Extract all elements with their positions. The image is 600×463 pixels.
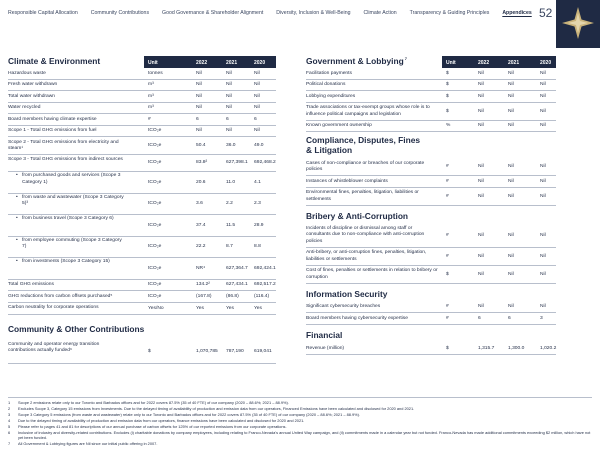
row-value-2020: Nil	[540, 164, 546, 169]
row-value-2020: 692,517.2	[254, 282, 276, 288]
row-value-2022: Nil	[478, 82, 484, 88]
row-value-2020: Nil	[540, 232, 546, 238]
row-value-2022: 83.8²	[196, 160, 208, 166]
table-row	[8, 280, 276, 292]
row-value-2022: Yes	[196, 305, 204, 311]
row-label: Community and operator energy transition contributions actually funded⁶	[8, 342, 100, 354]
row-label: Significant cybersecurity breaches	[306, 304, 381, 310]
row-unit: #	[446, 253, 449, 259]
row-label: Scope 2 - Total GHG emissions from electricity and steam¹	[8, 139, 119, 151]
table-row	[8, 215, 276, 237]
row-label: Scope 1 - Total GHG emissions from fuel	[8, 128, 97, 134]
table-row	[306, 248, 556, 266]
row-value-2021: 8.7	[226, 244, 233, 250]
row-value-2021: Nil	[508, 178, 514, 184]
section-title-text: Climate & Environment	[8, 56, 101, 66]
row-value-2020: Nil	[540, 193, 546, 199]
footnote-text: Scope 2 emissions relate only to our Toronto and Barbados offices and for 2022 covers 87.5% (35 of 40 FTE) of our company (2020 – 88.6%; 2021 – 88.9%).	[18, 400, 289, 405]
row-label: Board members having cybersecurity expertise	[306, 315, 408, 321]
row-label: Instances of whistleblower complaints	[306, 178, 388, 184]
star-logo-icon	[561, 6, 595, 40]
row-label: Facilitation payments	[306, 70, 352, 76]
footnote-number: 7	[8, 441, 11, 447]
page-number: 52	[539, 6, 553, 20]
row-value-2021: Nil	[226, 128, 232, 134]
header-2020: 2020	[540, 59, 552, 66]
row-unit: m³	[148, 82, 154, 88]
footnote-ref: 7	[404, 56, 407, 62]
row-value-2021: 627,398.1	[226, 160, 248, 166]
row-value-2022: 134.2²	[196, 282, 210, 288]
footnote-text: Inclusive of industry and diversity-related contributions. Excludes (i) charitable donations by company employees, including relating to Franco-Nevada's annual United Way campaign, and (ii) commitments made in a calendar year but not funded. Franco-Nevada has made additional commitments exceeding $2 million, which have not yet been funded.	[18, 429, 591, 441]
footnote-text: Please refer to pages 41 and 81 for descriptions of our annual purchase of carbon offsets for 125% of our reported emissions from our corporate operations.	[18, 423, 287, 429]
table-row	[8, 137, 276, 155]
header-2021: 2021	[508, 59, 520, 66]
footnote-number: 1	[8, 400, 11, 405]
row-value-2022: Nil	[196, 128, 202, 134]
row-label: Fresh water withdrawn	[8, 82, 58, 88]
row-unit: $	[148, 348, 151, 354]
row-value-2020: 49.0	[254, 142, 264, 148]
header-2021: 2021	[226, 59, 238, 66]
row-value-2021: Nil	[508, 164, 514, 169]
row-value-2022: 50.4	[196, 142, 206, 148]
table-row	[306, 121, 556, 133]
table-row	[8, 172, 276, 194]
row-value-2021: 2.2	[226, 201, 233, 207]
row-value-2022: 1,070,785	[196, 348, 218, 354]
row-value-2022: Nil	[478, 70, 484, 76]
row-value-2022: Nil	[478, 232, 484, 238]
row-unit: Yes/No	[148, 305, 164, 311]
row-value-2021: Nil	[226, 70, 232, 76]
row-value-2020: Nil	[254, 105, 260, 111]
row-unit: #	[446, 232, 449, 238]
row-value-2021: Nil	[508, 253, 514, 259]
row-value-2022: Nil	[196, 82, 202, 88]
logo-corner	[556, 0, 600, 48]
row-value-2022: 37.4	[196, 222, 206, 228]
row-value-2020: 619,041	[254, 348, 272, 354]
table-row	[306, 344, 556, 356]
table-row	[8, 303, 276, 315]
footnote-number: 2	[8, 405, 11, 411]
row-value-2022: 3.6	[196, 201, 203, 207]
table-row	[306, 68, 556, 80]
row-value-2020: 6	[254, 116, 257, 122]
row-value-2020: 4.1	[254, 179, 261, 185]
row-value-2022: Nil	[478, 304, 484, 310]
row-value-2020: Yes	[254, 305, 262, 311]
row-unit: tCO₂e	[148, 179, 162, 185]
row-value-2020: Nil	[540, 123, 546, 129]
row-label: Scope 3 - Total GHG emissions from indirect sources	[8, 157, 123, 163]
row-unit: tCO₂e	[148, 265, 162, 271]
table-row	[306, 80, 556, 92]
row-label: Carbon neutrality for corporate operations	[8, 305, 99, 311]
row-value-2021: 11.0	[226, 179, 236, 185]
table-row	[8, 91, 276, 103]
row-label: Anti-bribery, or anti-corruption fines, penalties, litigation, liabilities or settlements	[306, 250, 427, 262]
row-value-2021: (86.8)	[226, 293, 239, 299]
nav-item-appendices[interactable]: Appendices	[502, 10, 532, 16]
row-value-2020: Nil	[540, 70, 546, 76]
footnote	[8, 441, 592, 447]
row-unit: tCO₂e	[148, 244, 162, 250]
row-unit: #	[148, 116, 151, 122]
row-unit: $	[446, 271, 449, 277]
row-label: Hazardous waste	[8, 70, 46, 76]
top-navigation	[0, 0, 600, 26]
row-value-2020: Nil	[540, 178, 546, 184]
row-unit: $	[446, 93, 449, 99]
table-row	[8, 68, 276, 80]
row-value-2021: 787,190	[226, 348, 244, 354]
footnote-text: Scope 3 Category 5 emissions (from waste and wastewater) relate only to our Toronto and Barbados offices and for 2022 covers 87.5% (35 of 40 FTE) of our company (2020 – 88.6%; 2021 – 88.9%).	[18, 411, 360, 417]
row-value-2022: 6	[196, 116, 199, 122]
row-value-2022: Nil	[478, 123, 484, 129]
row-value-2020: Nil	[254, 93, 260, 99]
row-value-2020: 8.8	[254, 244, 261, 250]
row-value-2021: Nil	[508, 123, 514, 129]
table-row	[306, 224, 556, 248]
row-value-2022: Nil	[478, 108, 484, 114]
row-value-2020: 692,468.2	[254, 160, 276, 166]
section-title-financial: Financial	[306, 329, 343, 340]
row-value-2022: Nil	[196, 105, 202, 111]
row-value-2021: Nil	[508, 271, 514, 277]
row-label: Incidents of discipline or dismissal among staff or consultants due to non-compliance with anti-corruption policies	[306, 226, 425, 244]
row-value-2020: Nil	[540, 271, 546, 277]
section-title	[306, 57, 407, 67]
row-value-2021: Nil	[226, 82, 232, 88]
row-value-2020: Nil	[254, 70, 260, 76]
table-row	[8, 194, 276, 216]
row-label: Water recycled	[8, 105, 41, 111]
row-value-2021: 6	[508, 315, 511, 321]
row-label: Political donations	[306, 82, 346, 88]
footnote	[8, 430, 592, 442]
header-2020: 2020	[254, 59, 266, 66]
section-title	[8, 57, 100, 67]
row-value-2021: Nil	[226, 93, 232, 99]
row-value-2020: Nil	[254, 128, 260, 134]
table-row	[8, 103, 276, 115]
row-label: Total GHG emissions	[8, 282, 54, 288]
row-value-2021: Nil	[508, 108, 514, 114]
row-unit: tCO₂e	[148, 142, 162, 148]
row-unit: m³	[148, 93, 154, 99]
header-2022: 2022	[478, 59, 490, 66]
nav-item-climate[interactable]: Climate Action	[363, 10, 397, 16]
table-row	[8, 340, 276, 364]
row-label: Environmental fines, penalties, litigation, liabilities or settlements	[306, 190, 419, 202]
row-label: Lobbying expenditures	[306, 93, 356, 99]
row-unit: #	[446, 178, 449, 184]
row-value-2022: 20.6	[196, 179, 206, 185]
section-title-text: Government & Lobbying	[306, 56, 404, 66]
row-value-2022: Nil	[478, 253, 484, 259]
table-header	[442, 56, 556, 68]
row-label: Cases of non-compliance or breaches of our corporate policies	[306, 160, 425, 172]
nav-item-capital[interactable]: Responsible Capital Allocation	[8, 10, 78, 16]
row-label: • from investments (Scope 3 Category 15)	[14, 259, 126, 265]
row-unit: $	[446, 346, 449, 352]
row-unit: tCO₂e	[148, 160, 162, 166]
section-title-compliance	[306, 136, 420, 155]
footnote-number: 5	[8, 423, 11, 429]
row-value-2022: Nil	[196, 93, 202, 99]
table-row	[8, 258, 276, 280]
nav-items	[8, 10, 545, 16]
row-unit: tCO₂e	[148, 222, 162, 228]
row-value-2021: 11.5	[226, 222, 236, 228]
row-value-2022: 1,315.7	[478, 346, 495, 352]
footnote-text: Excludes Scope 3, Category 15 emissions from Investments. Due to the delayed timing of availability of production and emission data from our operators, Financed Emissions have been calculated and disclosed for 2020 and 2021.	[18, 405, 415, 411]
row-value-2022: Nil	[478, 193, 484, 199]
row-label: Known government ownership	[306, 123, 372, 129]
row-value-2020: Nil	[540, 82, 546, 88]
row-value-2021: Nil	[508, 70, 514, 76]
row-label: • from employee commuting (Scope 3 Category 7)	[14, 238, 126, 250]
table-row	[306, 158, 556, 176]
row-value-2020: Nil	[540, 304, 546, 310]
row-value-2020: Nil	[540, 253, 546, 259]
header-2022: 2022	[196, 59, 208, 66]
row-value-2021: 36.0	[226, 142, 236, 148]
table-row	[8, 114, 276, 126]
row-value-2020: 1,020.2	[540, 346, 557, 352]
table-row	[306, 91, 556, 103]
nav-item-diversity[interactable]: Diversity, Inclusion & Well-Being	[276, 10, 351, 16]
row-value-2020: 692,424.1	[254, 265, 276, 271]
row-label: GHG reductions from carbon offsets purchased⁵	[8, 293, 113, 299]
section-title-community: Community & Other Contributions	[8, 323, 145, 334]
row-label: Cost of fines, penalties or settlements in relation to bribery or corruption	[306, 268, 438, 280]
table-row	[8, 291, 276, 303]
row-value-2022: 6	[478, 315, 481, 321]
row-value-2022: 22.2	[196, 244, 206, 250]
row-unit: %	[446, 123, 451, 129]
section-title-security: Information Security	[306, 288, 388, 299]
row-label: Revenue (million)	[306, 346, 345, 352]
row-value-2021: Yes	[226, 305, 234, 311]
row-label: Trade associations or tax-exempt groups whose role is to influence political campaigns and legislation	[306, 105, 430, 117]
footnote-text: Due to the delayed timing of availability of production and emission data from our operators, finance emissions have been calculated and disclosed for 2020 and 2021.	[18, 417, 305, 423]
row-unit: $	[446, 108, 449, 114]
row-label: • from purchased goods and services (Scope 3 Category 1)	[14, 173, 126, 185]
table-row	[8, 155, 276, 173]
section-title-line2: & Litigation	[306, 144, 353, 155]
row-value-2021: 627,364.7	[226, 265, 248, 271]
row-label: Total water withdrawn	[8, 93, 56, 99]
row-value-2020: Nil	[540, 108, 546, 114]
row-value-2022: Nil	[478, 271, 484, 277]
row-value-2021: Nil	[226, 105, 232, 111]
table-row	[306, 266, 556, 284]
table-row	[306, 188, 556, 206]
nav-item-governance[interactable]: Good Governance & Shareholder Alignment	[162, 10, 264, 16]
row-unit: $	[446, 82, 449, 88]
row-unit: m³	[148, 105, 154, 111]
table-header	[144, 56, 276, 68]
footnotes	[8, 397, 592, 447]
row-value-2020: 2.3	[254, 201, 261, 207]
footnote-number: 4	[8, 417, 11, 423]
row-value-2022: Nil	[478, 164, 484, 169]
row-unit: #	[446, 164, 449, 169]
row-unit: #	[446, 315, 449, 321]
row-unit: #	[446, 304, 449, 310]
row-value-2022: NR⁴	[196, 265, 206, 271]
row-value-2021: Nil	[508, 82, 514, 88]
table-row	[8, 126, 276, 138]
row-value-2021: Nil	[508, 232, 514, 238]
row-value-2020: (116.4)	[254, 293, 270, 299]
table-row	[8, 237, 276, 259]
row-value-2020: Nil	[540, 93, 546, 99]
table-row	[306, 302, 556, 314]
row-value-2022: (167.8)	[196, 293, 212, 299]
footnote-text: All Government & Lobbying figures are Nil since our initial public offering in 2007.	[18, 441, 158, 447]
row-unit: tCO₂e	[148, 282, 162, 288]
row-unit: tCO₂e	[148, 128, 162, 134]
row-value-2021: Nil	[508, 93, 514, 99]
row-label: • from waste and wastewater (Scope 3 Category 5)³	[14, 195, 126, 207]
row-value-2022: Nil	[196, 70, 202, 76]
row-value-2020: 28.9	[254, 222, 264, 228]
nav-item-community[interactable]: Community Contributions	[90, 10, 150, 16]
footnote-number: 3	[8, 411, 11, 417]
row-label: • from business travel (Scope 3 Category 6)	[14, 216, 126, 222]
row-unit: $	[446, 70, 449, 76]
section-title-line1: Compliance, Disputes, Fines	[306, 135, 421, 145]
table-row	[8, 80, 276, 92]
row-unit: tonnes	[148, 70, 163, 76]
table-row	[306, 313, 556, 325]
section-title-bribery: Bribery & Anti-Corruption	[306, 210, 409, 221]
header-unit: Unit	[446, 59, 456, 66]
footnote-number: 6	[8, 429, 11, 435]
header-unit: Unit	[148, 59, 158, 66]
row-value-2020: 3	[540, 315, 543, 321]
row-value-2021: Nil	[508, 193, 514, 199]
row-unit: #	[446, 193, 449, 199]
row-value-2021: 627,434.1	[226, 282, 248, 288]
row-value-2021: Nil	[508, 304, 514, 310]
table-row	[306, 103, 556, 121]
table-row	[306, 176, 556, 188]
row-unit: tCO₂e	[148, 201, 162, 207]
nav-item-transparency[interactable]: Transparency & Guiding Principles	[409, 10, 490, 16]
row-value-2021: 6	[226, 116, 229, 122]
row-unit: tCO₂e	[148, 293, 162, 299]
row-value-2022: Nil	[478, 93, 484, 99]
row-value-2020: Nil	[254, 82, 260, 88]
row-value-2022: Nil	[478, 178, 484, 184]
row-value-2021: 1,300.0	[508, 346, 525, 352]
row-label: Board members having climate expertise	[8, 116, 97, 122]
